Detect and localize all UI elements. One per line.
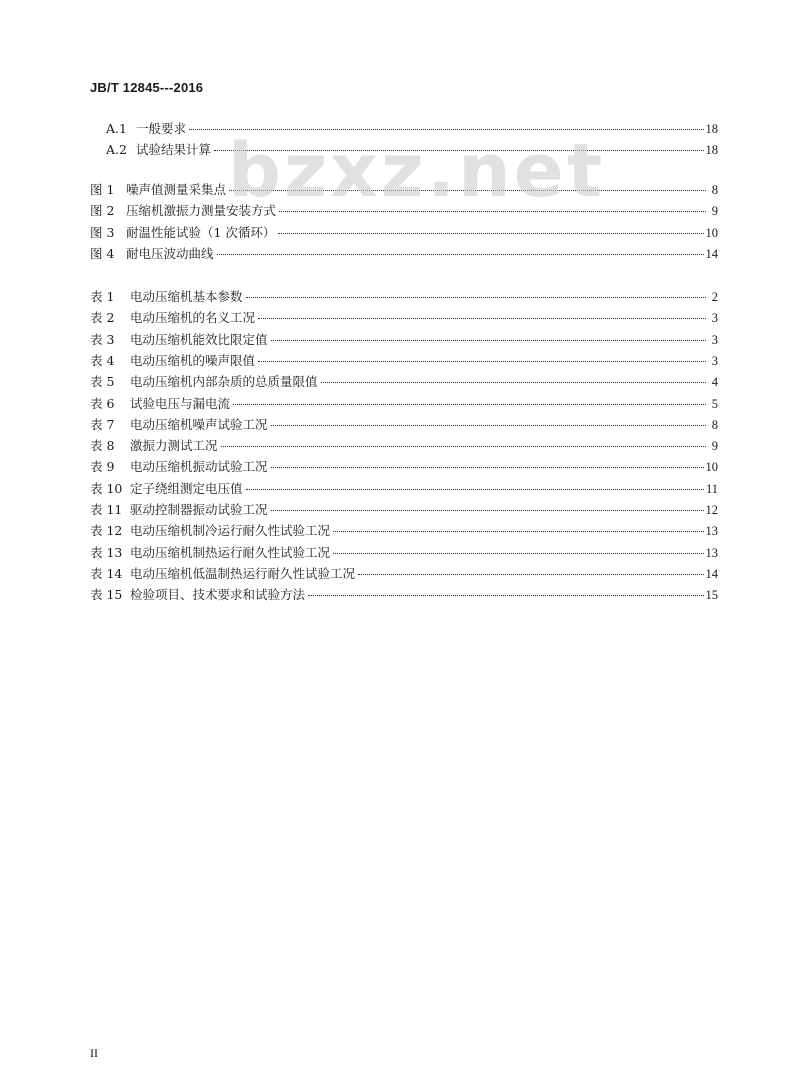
entry-title: 电动压缩机振动试验工况	[130, 459, 268, 475]
page-number-footer: II	[90, 1046, 98, 1060]
entry-number: 图 4	[90, 245, 115, 261]
entry-page-number: 5	[711, 396, 718, 411]
table-entry[interactable]	[90, 500, 718, 520]
entry-page-number: 15	[705, 588, 718, 603]
entry-number: 表 13	[90, 544, 123, 560]
table-entry[interactable]	[90, 415, 718, 435]
entry-page-number: 18	[705, 143, 718, 158]
entry-title: 检验项目、技术要求和试验方法	[130, 587, 306, 603]
entry-title: 试验结果计算	[136, 142, 212, 158]
dot-leader	[258, 318, 706, 319]
entry-number: 表 14	[90, 565, 123, 581]
entry-title: 耐电压波动曲线	[126, 245, 214, 261]
entry-title: 一般要求	[136, 121, 187, 136]
entry-page-number: 9	[711, 439, 718, 454]
dot-leader	[233, 404, 706, 405]
dot-leader	[246, 489, 704, 490]
entry-title: 电动压缩机的名义工况	[130, 310, 256, 326]
dot-leader	[271, 425, 706, 426]
appendix-entry[interactable]	[106, 119, 718, 139]
dot-leader	[321, 382, 706, 383]
entry-page-number: 13	[705, 545, 718, 560]
dot-leader	[246, 297, 706, 298]
figure-entry[interactable]	[90, 201, 718, 221]
dot-leader	[221, 446, 706, 447]
entry-title: 电动压缩机制热运行耐久性试验工况	[130, 544, 331, 560]
entry-title: 压缩机激振力测量安装方式	[126, 203, 277, 219]
appendix-entry[interactable]	[106, 140, 718, 160]
entry-number: 表 7	[90, 416, 115, 432]
entry-number: 图 1	[90, 182, 115, 197]
entry-title: 电动压缩机的噪声限值	[130, 352, 256, 368]
dot-leader	[308, 595, 703, 596]
entry-title: 电动压缩机低温制热运行耐久性试验工况	[130, 565, 356, 581]
entry-number: 表 4	[90, 352, 115, 368]
entry-number: 表 11	[90, 502, 123, 517]
entry-number: 表 3	[90, 331, 115, 347]
entry-number: 图 3	[90, 224, 115, 240]
dot-leader	[229, 190, 706, 191]
table-entry[interactable]	[90, 479, 718, 499]
entry-page-number: 8	[711, 183, 718, 197]
dot-leader	[278, 233, 703, 234]
table-entry[interactable]	[90, 436, 718, 456]
entry-number: 表 5	[90, 374, 115, 390]
entry-number: 表 12	[90, 523, 123, 539]
figure-entry[interactable]	[90, 180, 718, 200]
entry-number: 表 2	[90, 310, 115, 326]
table-entry[interactable]	[90, 394, 718, 414]
entry-page-number: 3	[711, 311, 718, 326]
entry-page-number: 3	[711, 332, 718, 347]
entry-page-number: 12	[705, 503, 718, 517]
entry-number: 表 6	[90, 395, 115, 411]
entry-page-number: 18	[705, 122, 718, 136]
entry-page-number: 14	[705, 246, 718, 261]
entry-title: 定子绕组测定电压值	[130, 480, 243, 496]
table-entry[interactable]	[90, 372, 718, 392]
entry-title: 电动压缩机内部杂质的总质量限值	[130, 374, 318, 390]
entry-title: 驱动控制器振动试验工况	[130, 502, 268, 517]
entry-page-number: 13	[705, 524, 718, 539]
table-entry[interactable]	[90, 564, 718, 584]
entry-number: 表 9	[90, 459, 115, 475]
entry-page-number: 4	[711, 375, 718, 390]
entry-page-number: 9	[711, 204, 718, 219]
table-entry[interactable]	[90, 585, 718, 605]
entry-title: 试验电压与漏电流	[130, 395, 231, 411]
entry-number: A.2	[106, 142, 127, 158]
entry-number: 表 15	[90, 587, 123, 603]
entry-number: 表 10	[90, 480, 123, 496]
figure-entry[interactable]	[90, 223, 718, 243]
entry-page-number: 2	[711, 290, 718, 304]
dot-leader	[271, 467, 704, 468]
entry-title: 电动压缩机噪声试验工况	[130, 416, 268, 432]
table-entry[interactable]	[90, 351, 718, 371]
entry-number: 表 8	[90, 438, 115, 454]
entry-number: A.1	[106, 121, 127, 136]
entry-page-number: 8	[711, 417, 718, 432]
dot-leader	[271, 340, 706, 341]
dot-leader	[217, 254, 704, 255]
dot-leader	[189, 129, 703, 130]
table-entry[interactable]	[90, 543, 718, 563]
table-entry[interactable]	[90, 330, 718, 350]
dot-leader	[258, 361, 706, 362]
dot-leader	[271, 510, 704, 511]
table-entry[interactable]	[90, 308, 718, 328]
entry-title: 噪声值测量采集点	[126, 182, 227, 197]
dot-leader	[333, 531, 703, 532]
figure-entry[interactable]	[90, 244, 718, 264]
entry-page-number: 10	[705, 460, 718, 475]
entry-title: 电动压缩机制冷运行耐久性试验工况	[130, 523, 331, 539]
entry-title: 电动压缩机能效比限定值	[130, 331, 268, 347]
entry-page-number: 11	[705, 481, 718, 496]
entry-title: 激振力测试工况	[130, 438, 218, 454]
document-code-header: JB/T 12845---2016	[90, 80, 204, 95]
dot-leader	[333, 553, 703, 554]
table-entry[interactable]	[90, 457, 718, 477]
dot-leader	[358, 574, 703, 575]
dot-leader	[214, 150, 703, 151]
entry-title: 电动压缩机基本参数	[130, 289, 243, 304]
entry-page-number: 3	[711, 353, 718, 368]
entry-page-number: 14	[705, 566, 718, 581]
table-entry[interactable]	[90, 287, 718, 307]
watermark: bzxz.net	[228, 128, 606, 214]
entry-title: 耐温性能试验（1 次循环）	[126, 224, 276, 240]
table-entry[interactable]	[90, 521, 718, 541]
entry-number: 图 2	[90, 203, 115, 219]
entry-number: 表 1	[90, 289, 115, 304]
entry-page-number: 10	[705, 225, 718, 240]
dot-leader	[279, 211, 706, 212]
